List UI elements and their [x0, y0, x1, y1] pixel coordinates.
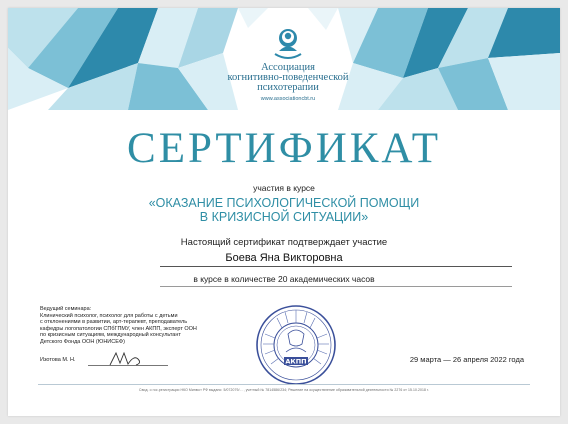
lecturer-line: кафедры логопатологии СПбГПМУ, член АКПП, эксперт ООН — [40, 325, 197, 332]
association-name — [200, 63, 376, 93]
association-logo-icon — [271, 24, 305, 62]
name-underline — [160, 266, 512, 267]
signature-label: Изотова М. Н. — [40, 357, 76, 363]
lecturer-line: Клинический психолог, психолог для работы с детьми — [40, 312, 178, 319]
course-title-line: «ОКАЗАНИЕ ПСИХОЛОГИЧЕСКОЙ ПОМОЩИ — [148, 196, 420, 210]
lecturer-line: Детского Фонда ООН (ЮНИСЕФ) — [40, 338, 125, 345]
confirmation-text: Настоящий сертификат подтверждает участие — [180, 237, 388, 248]
course-title-line: В КРИЗИСНОЙ СИТУАЦИИ» — [199, 210, 369, 224]
footer-registration: Свид. о гос.регистрации НКО Минюст РФ выдано: 5/072079/... , учетный № 7814586/234; Решение на осуществление образовательной деятельности № 2276 от 15.10.2018 г. — [139, 388, 429, 392]
certificate-sheet — [8, 8, 560, 416]
participation-text: участия в курсе — [253, 183, 315, 193]
signature-icon — [108, 349, 148, 369]
hours-text: в курсе в количестве 20 академических часов — [193, 274, 375, 284]
certificate-title: СЕРТИФИКАТ — [127, 125, 441, 172]
signature-block — [40, 355, 260, 369]
footer-divider — [38, 384, 530, 385]
association-name-line: когнитивно-поведенческой — [227, 72, 349, 83]
hours-underline — [160, 286, 512, 287]
participant-name: Боева Яна Викторовна — [225, 252, 343, 264]
stamp-center-text: АКПП — [285, 357, 307, 366]
lecturer-info — [40, 306, 250, 345]
association-name-line: Ассоциация — [261, 62, 315, 73]
lecturer-line: по кризисным ситуациям, международный консультант — [40, 332, 181, 338]
website-link[interactable]: www.associationcbt.ru — [260, 96, 316, 102]
lecturer-line: с отклонениями в развитии, арт-терапевт, преподаватель — [40, 319, 188, 325]
course-title — [108, 196, 460, 224]
lecturer-line: Ведущий семинара: — [40, 306, 92, 312]
course-dates: 29 марта — 26 апреля 2022 года — [409, 355, 524, 364]
association-name-line: психотерапии — [257, 82, 319, 93]
stamp-seal-icon — [255, 304, 337, 386]
